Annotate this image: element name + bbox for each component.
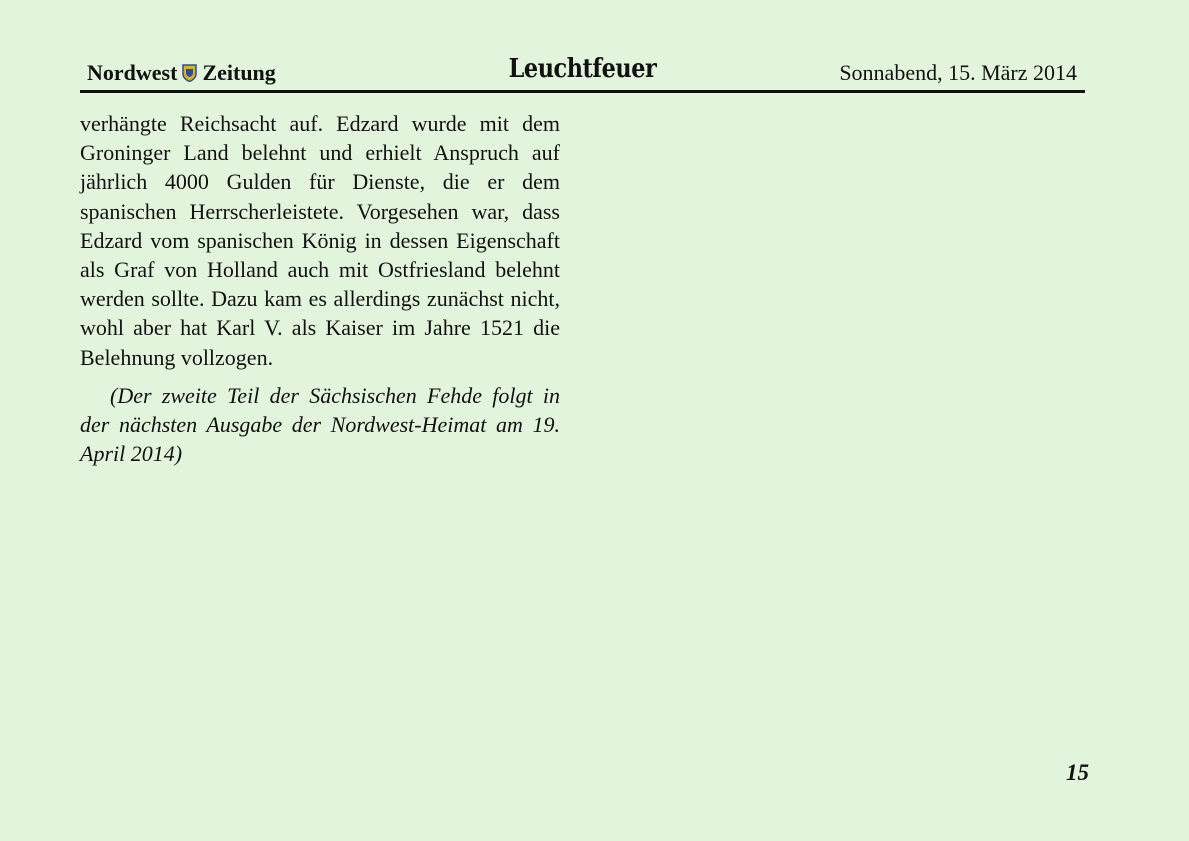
article-body: verhängte Reichsacht auf. Edzard wurde mit dem Groninger Land belehnt und erhielt Anspruch auf jährlich 4000 Gulden für Dienste, die er dem spanischen Herrscherleistete. Vorgesehen war, dass Edzard vom spanischen König in dessen Eigenschaft als Graf von Holland auch mit Ostfriesland belehnt werden sollte. Dazu kam es allerdings zunächst nicht, wohl aber hat Karl V. als Kaiser im Jahre 1521 die Belehnung vollzogen.: [80, 111, 560, 370]
brand-name-left: Nordwest: [87, 60, 178, 85]
page-header: [80, 54, 1085, 93]
brand-name-right: Zeitung: [202, 60, 276, 85]
article-column: [80, 109, 560, 468]
issue-date: Sonnabend, 15. März 2014: [839, 60, 1077, 85]
section-masthead: Leuchtfeuer: [508, 54, 657, 84]
continuation-note: (Der zweite Teil der Sächsischen Fehde folgt in der nächsten Ausgabe der Nordwest-Heimat am 19. April 2014): [80, 382, 560, 467]
page-number: 15: [1066, 760, 1089, 785]
